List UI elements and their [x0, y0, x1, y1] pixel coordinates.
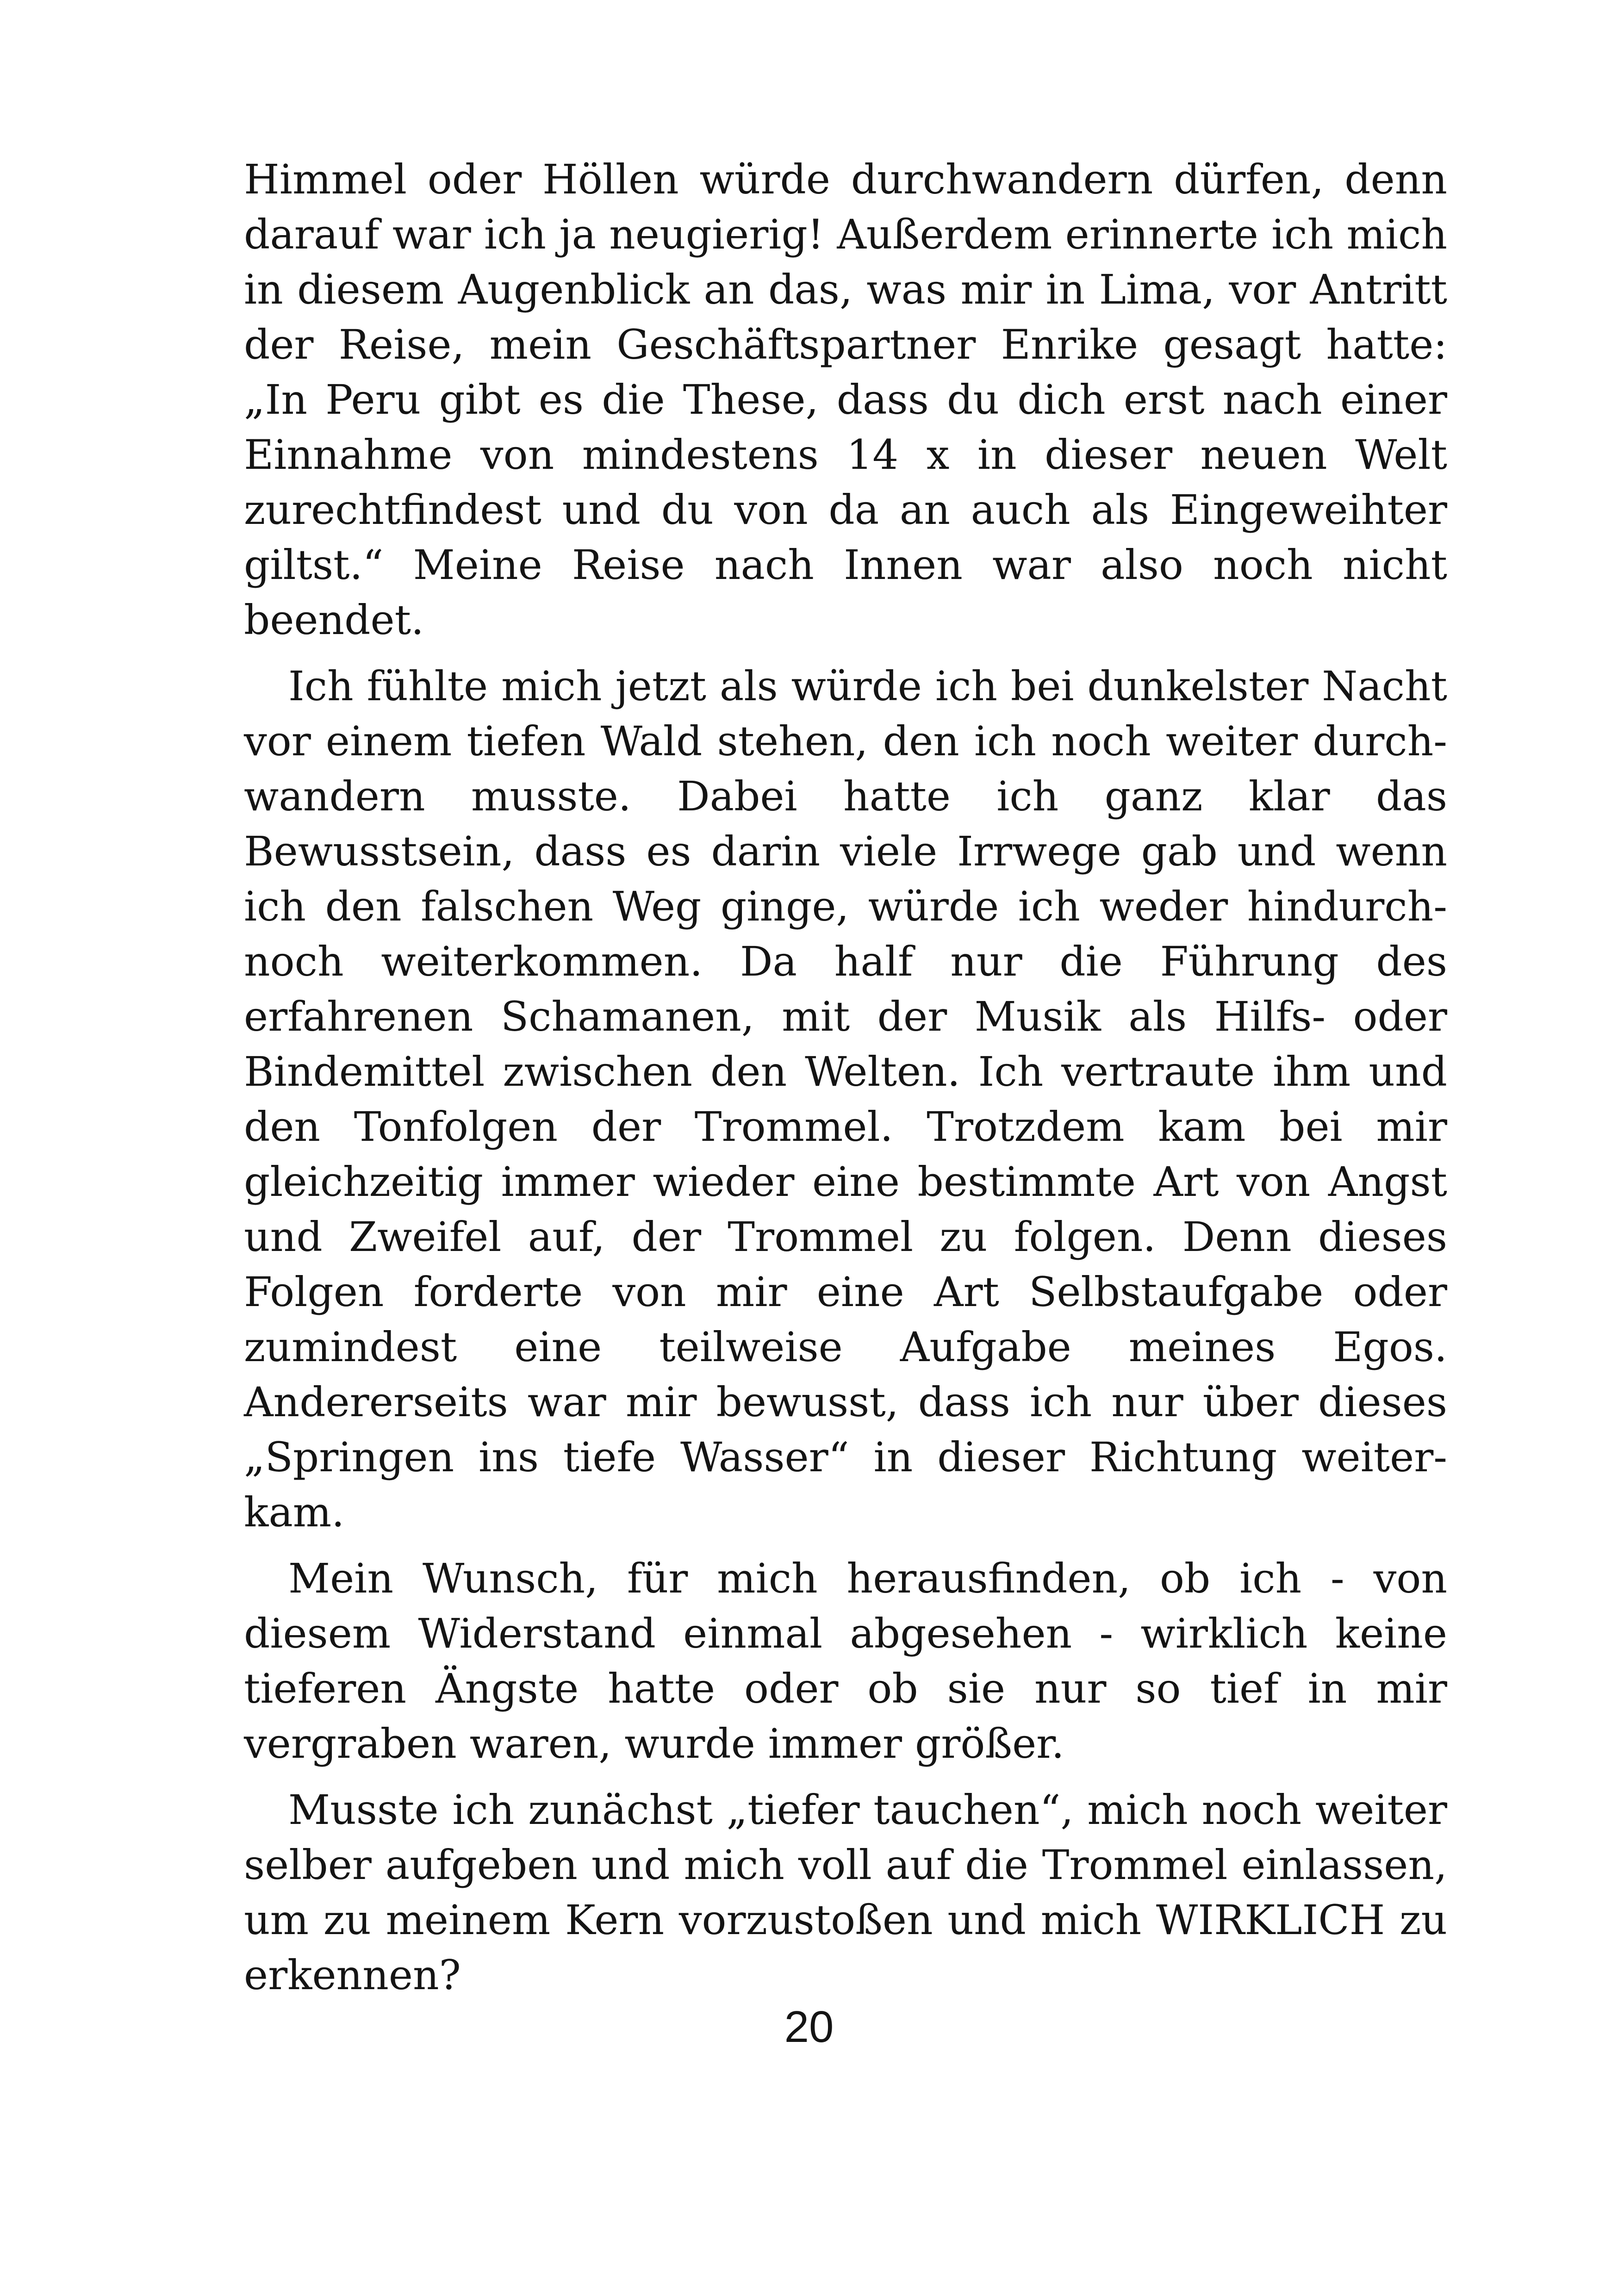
page-number: 20 — [784, 2002, 834, 2052]
paragraph-1: Himmel oder Höllen würde durchwandern dürfen, denn darauf war ich ja neugierig! Außerdem erinnerte ich mich in diesem Augenblick an das, was mir in Lima, vor Antritt der Reise, mein Geschäftspartner Enrike gesagt hatte: „In Peru gibt es die These, dass du dich erst nach einer Einnahme von mindestens 14 x in dieser neuen Welt zurechtfindest und du von da an auch als Eingeweihter giltst.“ Meine Reise nach Innen war also noch nicht beendet. — [244, 156, 1447, 644]
paragraph-3: Mein Wunsch, für mich herausfinden, ob ich - von diesem Widerstand einmal abgesehen - wirklich keine tieferen Ängste hatte oder ob sie nur so tief in mir vergraben waren, wurde immer größer. — [244, 1555, 1447, 1767]
paragraph-4: Musste ich zunächst „tiefer tauchen“, mich noch weiter selber aufgeben und mich voll auf die Trommel einlassen, um zu meinem Kern vorzustoßen und mich WIRKLICH zu erkennen? — [244, 1786, 1447, 1999]
paragraph-2: Ich fühlte mich jetzt als würde ich bei dunkelster Nacht vor einem tiefen Wald stehen, den ich noch weiter durchwandern musste. Dabei hatte ich ganz klar das Bewusstsein, dass es darin viele Irrwege gab und wenn ich den falschen Weg ginge, würde ich weder hindurch- noch weiterkommen. Da half nur die Führung des erfahrenen Schamanen, mit der Musik als Hilfs- oder Bindemittel zwischen den Welten. Ich vertraute ihm und den Tonfolgen der Trommel. Trotzdem kam bei mir gleichzeitig immer wieder eine bestimmte Art von Angst und Zweifel auf, der Trommel zu folgen. Denn dieses Folgen forderte von mir eine Art Selbstaufgabe oder zumindest eine teilweise Aufgabe meines Egos. Andererseits war mir bewusst, dass ich nur über dieses „Springen ins tiefe Wasser“ in dieser Richtung weiterkam. — [244, 662, 1447, 1536]
body-text — [244, 152, 1447, 2014]
